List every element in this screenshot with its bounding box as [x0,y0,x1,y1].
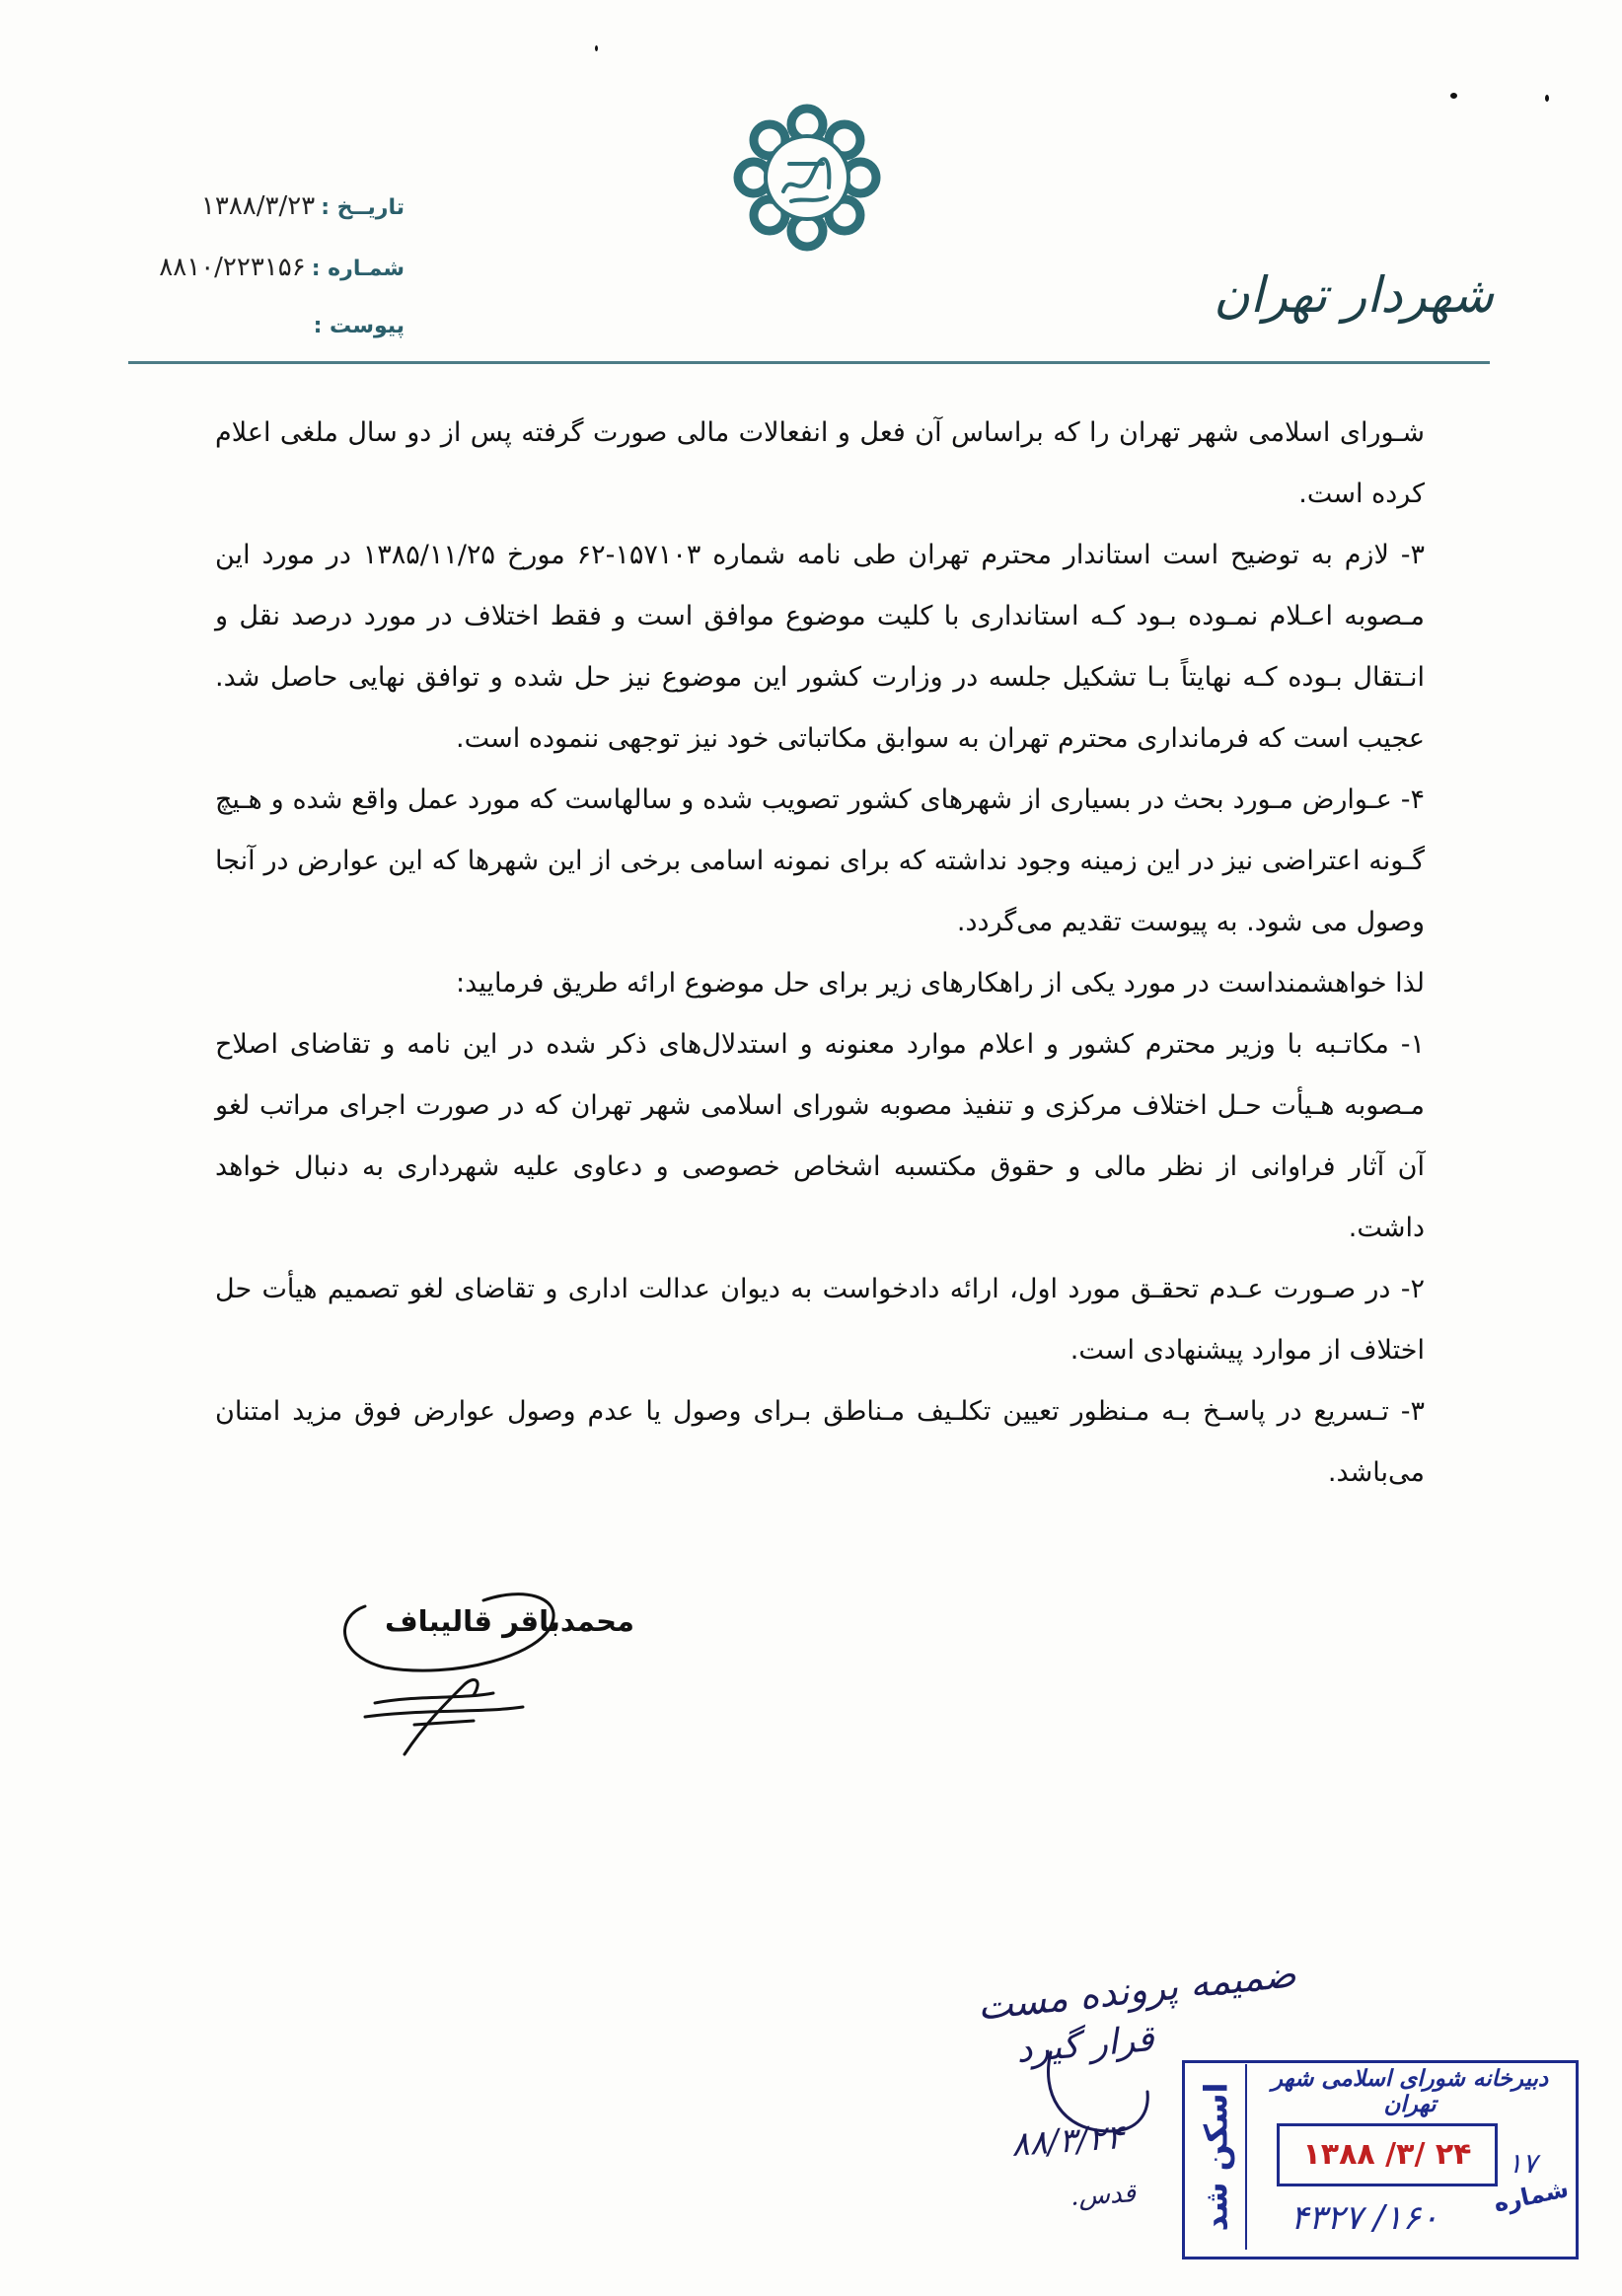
body-paragraph: لذا خواهشمنداست در مورد یکی از راهکارهای زیر برای حل موضوع ارائه طریق فرمایید: [456,968,1425,999]
attachment-label: پیوست : [313,314,405,338]
letter-number [118,255,405,280]
body-paragraph: شـورای اسلامی شهر تهران را که براساس آن فعل و انفعالات مالی صورت گرفته پس از دو سال ملغی اعلام کرده است. [215,417,1425,509]
letter-attachment [118,316,405,337]
handwritten-note-line: ضمیمه پرونده مست [975,1952,1298,2029]
signatory-name: محمدباقر قالیباف [385,1604,634,1638]
stamp-header: دبیرخانه شورای اسلامی شهر تهران [1271,2066,1549,2117]
body-paragraph: ۲- در صـورت عـدم تحقـق مورد اول، ارائه دادخواست به دیوان عدالت اداری و تقاضای لغو تصمیم هیأت حل اختلاف از موارد پیشنهادی است. [215,1274,1425,1366]
date-value: ۱۳۸۸/۳/۲۳ [200,191,316,221]
stamp-side-number: ۱۷ [1508,2147,1538,2180]
stamp-side-label: شماره [1491,2175,1572,2218]
body-paragraph: ۳- تـسریع در پاسـخ بـه مـنظور تعیین تکلـیف مـناطق بـرای وصول یا عدم وصول عوارض فوق مزید امتنان می‌باشد. [215,1396,1425,1488]
office-title: شهردار تهران [1214,266,1494,324]
letter-body [215,403,1425,1504]
handwritten-note-line: قرار گیرد [1014,2018,1156,2072]
scan-speck [595,45,598,51]
body-paragraph: ۳- لازم به توضیح است استاندار محترم تهران طی نامه شماره ۱۵۷۱۰۳-۶۲ مورخ ۱۳۸۵/۱۱/۲۵ در مورد این مـصوبه اعـلام نمـوده بـود کـه استانداری با کلیت موضوع موافق است و فقط اختلاف در مورد درصد نقل و انـتقال بـوده کـه نهایتاً بـا تشکیل جلسه در وزارت کشور این موضوع نیز حل شده و توافق نهایی حاصل شد. عجیب است که فرمانداری محترم تهران به سوابق مکاتباتی خود نیز توجهی ننموده است. [215,540,1426,754]
stamp-scanned-box [1186,2064,1247,2250]
letter-date [118,193,405,219]
stamp-scanned-label: اسکن شد [1197,2082,1234,2232]
stamp-date: ۱۳۸۸ /۳/ ۲۴ [1277,2123,1498,2186]
number-label: شمـاره : [311,257,405,281]
header-divider [128,361,1490,364]
stamp-register-number: ۱۶۰/ ۴۳۲۷ [1290,2198,1439,2238]
number-value: ۸۸۱۰/۲۲۳۱۵۶ [159,253,306,282]
date-label: تاریــخ : [321,195,405,220]
tehran-municipality-logo [732,103,882,253]
handwritten-note-initial: قدس. [1069,2179,1137,2212]
body-paragraph: ۴- عـوارض مـورد بحث در بسیاری از شهرهای کشور تصویب شده و سالهاست که مورد عمل واقع شده و هـیچ گـونه اعتراضی نیز در این زمینه وجود نداشته که برای نمونه اسامی برخی از این شهرها که این عوارض در آنجا وصول می شود. به پیوست تقدیم می‌گردد. [215,784,1425,937]
scan-speck [1545,95,1549,102]
handwritten-note-date: ۸۸/۳/۲۴ [1009,2117,1126,2165]
handwritten-flourish [1031,2033,1169,2151]
secretariat-stamp [1182,2060,1577,2258]
scan-speck [1450,93,1457,99]
body-paragraph: ۱- مکاتـبه با وزیر محترم کشور و اعلام موارد معنونه و استدلال‌های ذکر شده در این نامه و تقاضای اصلاح مـصوبه هـیأت حـل اختلاف مرکزی و تنفیذ مصوبه شورای اسلامی شهر تهران که در صورت اجرای مراتب لغو آن آثار فراوانی از نظر مالی و حقوق مکتسبه اشخاص خصوصی و دعاوی علیه شهرداری به دنبال خواهد داشت. [215,1029,1425,1243]
